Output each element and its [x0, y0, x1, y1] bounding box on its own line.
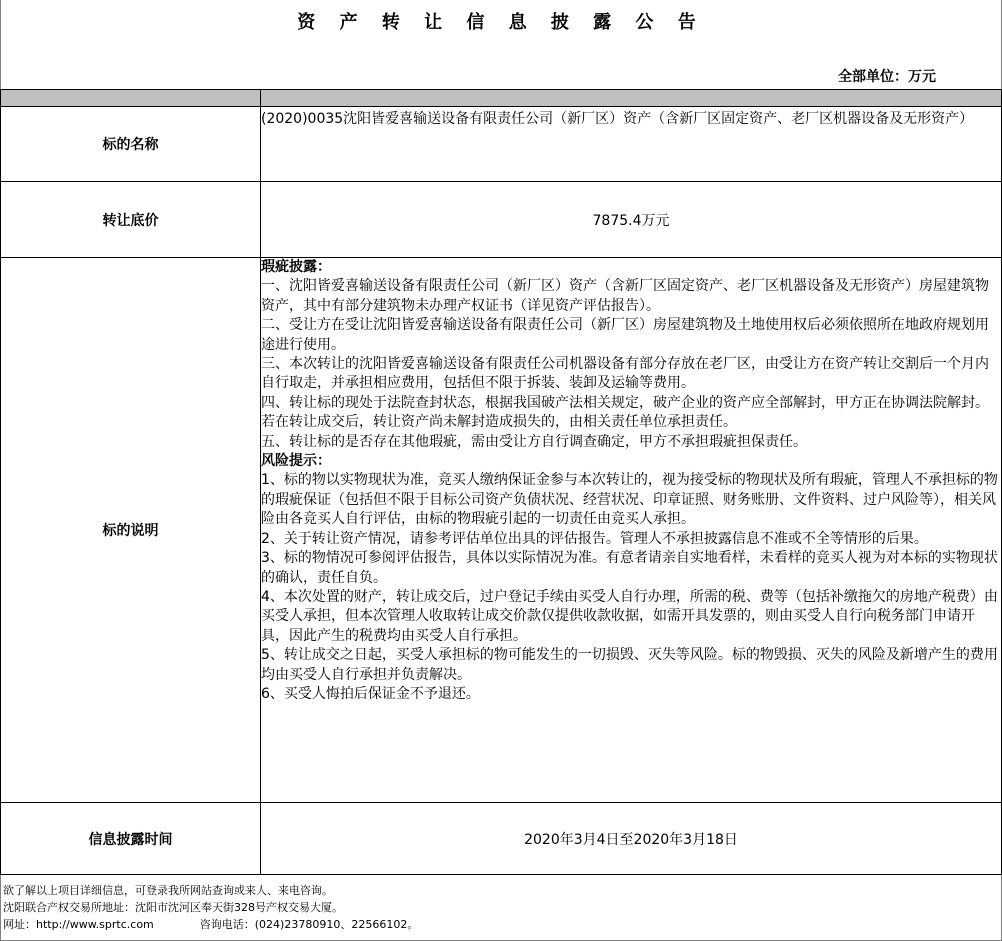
description-content	[261, 258, 1002, 803]
row-target-name	[1, 107, 1002, 182]
footer-address-line: 沈阳联合产权交易所地址：沈阳市沈河区奉天街328号产权交易大厦。	[3, 901, 343, 914]
risk-item: 4、本次处置的财产，转让成交后，过户登记手续由买受人自行办理，所需的税、费等（包括补缴拖欠的房地产税费）由买受人承担，但本次管理人收取转让成交价款仅提供收款收据，如需开具发票的，则由买受人自行向税务部门申请开具，因此产生的税费均由买受人自行承担。	[261, 588, 998, 644]
risk-item: 5、转让成交之日起，买受人承担标的物可能发生的一切损毁、灭失等风险。标的物毁损、灭失的风险及新增产生的费用均由买受人自行承担并负责解决。	[261, 647, 998, 683]
defect-item: 三、本次转让的沈阳皆爱喜输送设备有限责任公司机器设备有部分存放在老厂区，由受让方在资产转让交割后一个月内自行取走，并承担相应费用，包括但不限于拆装、装卸及运输等费用。	[261, 356, 989, 392]
risk-item: 2、关于转让资产情况，请参考评估单位出具的评估报告。管理人不承担披露信息不准或不全等情形的后果。	[261, 530, 928, 547]
footer-info-line: 欲了解以上项目详细信息，可登录我所网站查询或来人、来电咨询。	[3, 884, 333, 897]
target-name-label: 标的名称	[1, 107, 261, 182]
header-cell-left	[1, 90, 261, 107]
reserve-price-value: 7875.4万元	[261, 182, 1002, 258]
phone-label: 咨询电话：	[199, 918, 255, 931]
disclosure-period-label: 信息披露时间	[1, 803, 261, 875]
phone-number: (024)23780910、22566102。	[254, 918, 419, 931]
unit-label: 全部单位：万元	[838, 69, 936, 85]
footer-contact-line	[3, 916, 418, 933]
row-target-description	[1, 258, 1002, 803]
website-label: 网址：	[3, 918, 36, 931]
header-cell-right	[261, 90, 1002, 107]
risk-item: 6、买受人悔拍后保证金不予退还。	[261, 685, 480, 702]
defects-heading: 瑕疵披露：	[261, 259, 331, 275]
table-header-row	[1, 90, 1002, 107]
risk-item: 3、标的物情况可参阅评估报告，具体以实际情况为准。有意者请亲自实地看样，未看样的竞买人视为对本标的实物现状的确认，责任自负。	[261, 550, 998, 586]
risks-heading: 风险提示：	[261, 453, 331, 470]
row-reserve-price	[1, 182, 1002, 258]
description-label: 标的说明	[1, 258, 261, 803]
page-title: 资 产 转 让 信 息 披 露 公 告	[297, 12, 705, 33]
website-link[interactable]: http://www.sprtc.com	[36, 918, 154, 931]
defect-item: 一、沈阳皆爱喜输送设备有限责任公司（新厂区）资产（含新厂区固定资产、老厂区机器设备及无形资产）房屋建筑物资产，其中有部分建筑物未办理产权证书（详见资产评估报告）。	[261, 278, 989, 314]
announcement-table	[0, 89, 1002, 875]
footer	[3, 882, 418, 933]
risk-item: 1、标的物以实物现状为准，竞买人缴纳保证金参与本次转让的，视为接受标的物现状及所有瑕疵，管理人不承担标的物的瑕疵保证（包括但不限于目标公司资产负债状况、经营状况、印章证照、财务账册、文件资料、过户风险等），相关风险由各竞买人自行评估，由标的物瑕疵引起的一切责任由竞买人承担。	[261, 472, 998, 528]
row-disclosure-period	[1, 803, 1002, 875]
defect-item: 二、受让方在受让沈阳皆爱喜输送设备有限责任公司（新厂区）房屋建筑物及土地使用权后必须依照所在地政府规划用途进行使用。	[261, 317, 989, 353]
defect-item: 五、转让标的是否存在其他瑕疵，需由受让方自行调查确定，甲方不承担瑕疵担保责任。	[261, 433, 807, 450]
reserve-price-label: 转让底价	[1, 182, 261, 258]
disclosure-period-value: 2020年3月4日至2020年3月18日	[261, 803, 1002, 875]
target-name-value: (2020)0035沈阳皆爱喜输送设备有限责任公司（新厂区）资产（含新厂区固定资产、老厂区机器设备及无形资产）	[261, 107, 1002, 182]
defect-item: 四、转让标的现处于法院查封状态，根据我国破产法相关规定，破产企业的资产应全部解封，甲方正在协调法院解封。若在转让成交后，转让资产尚未解封造成损失的，由相关责任单位承担责任。	[261, 394, 989, 431]
